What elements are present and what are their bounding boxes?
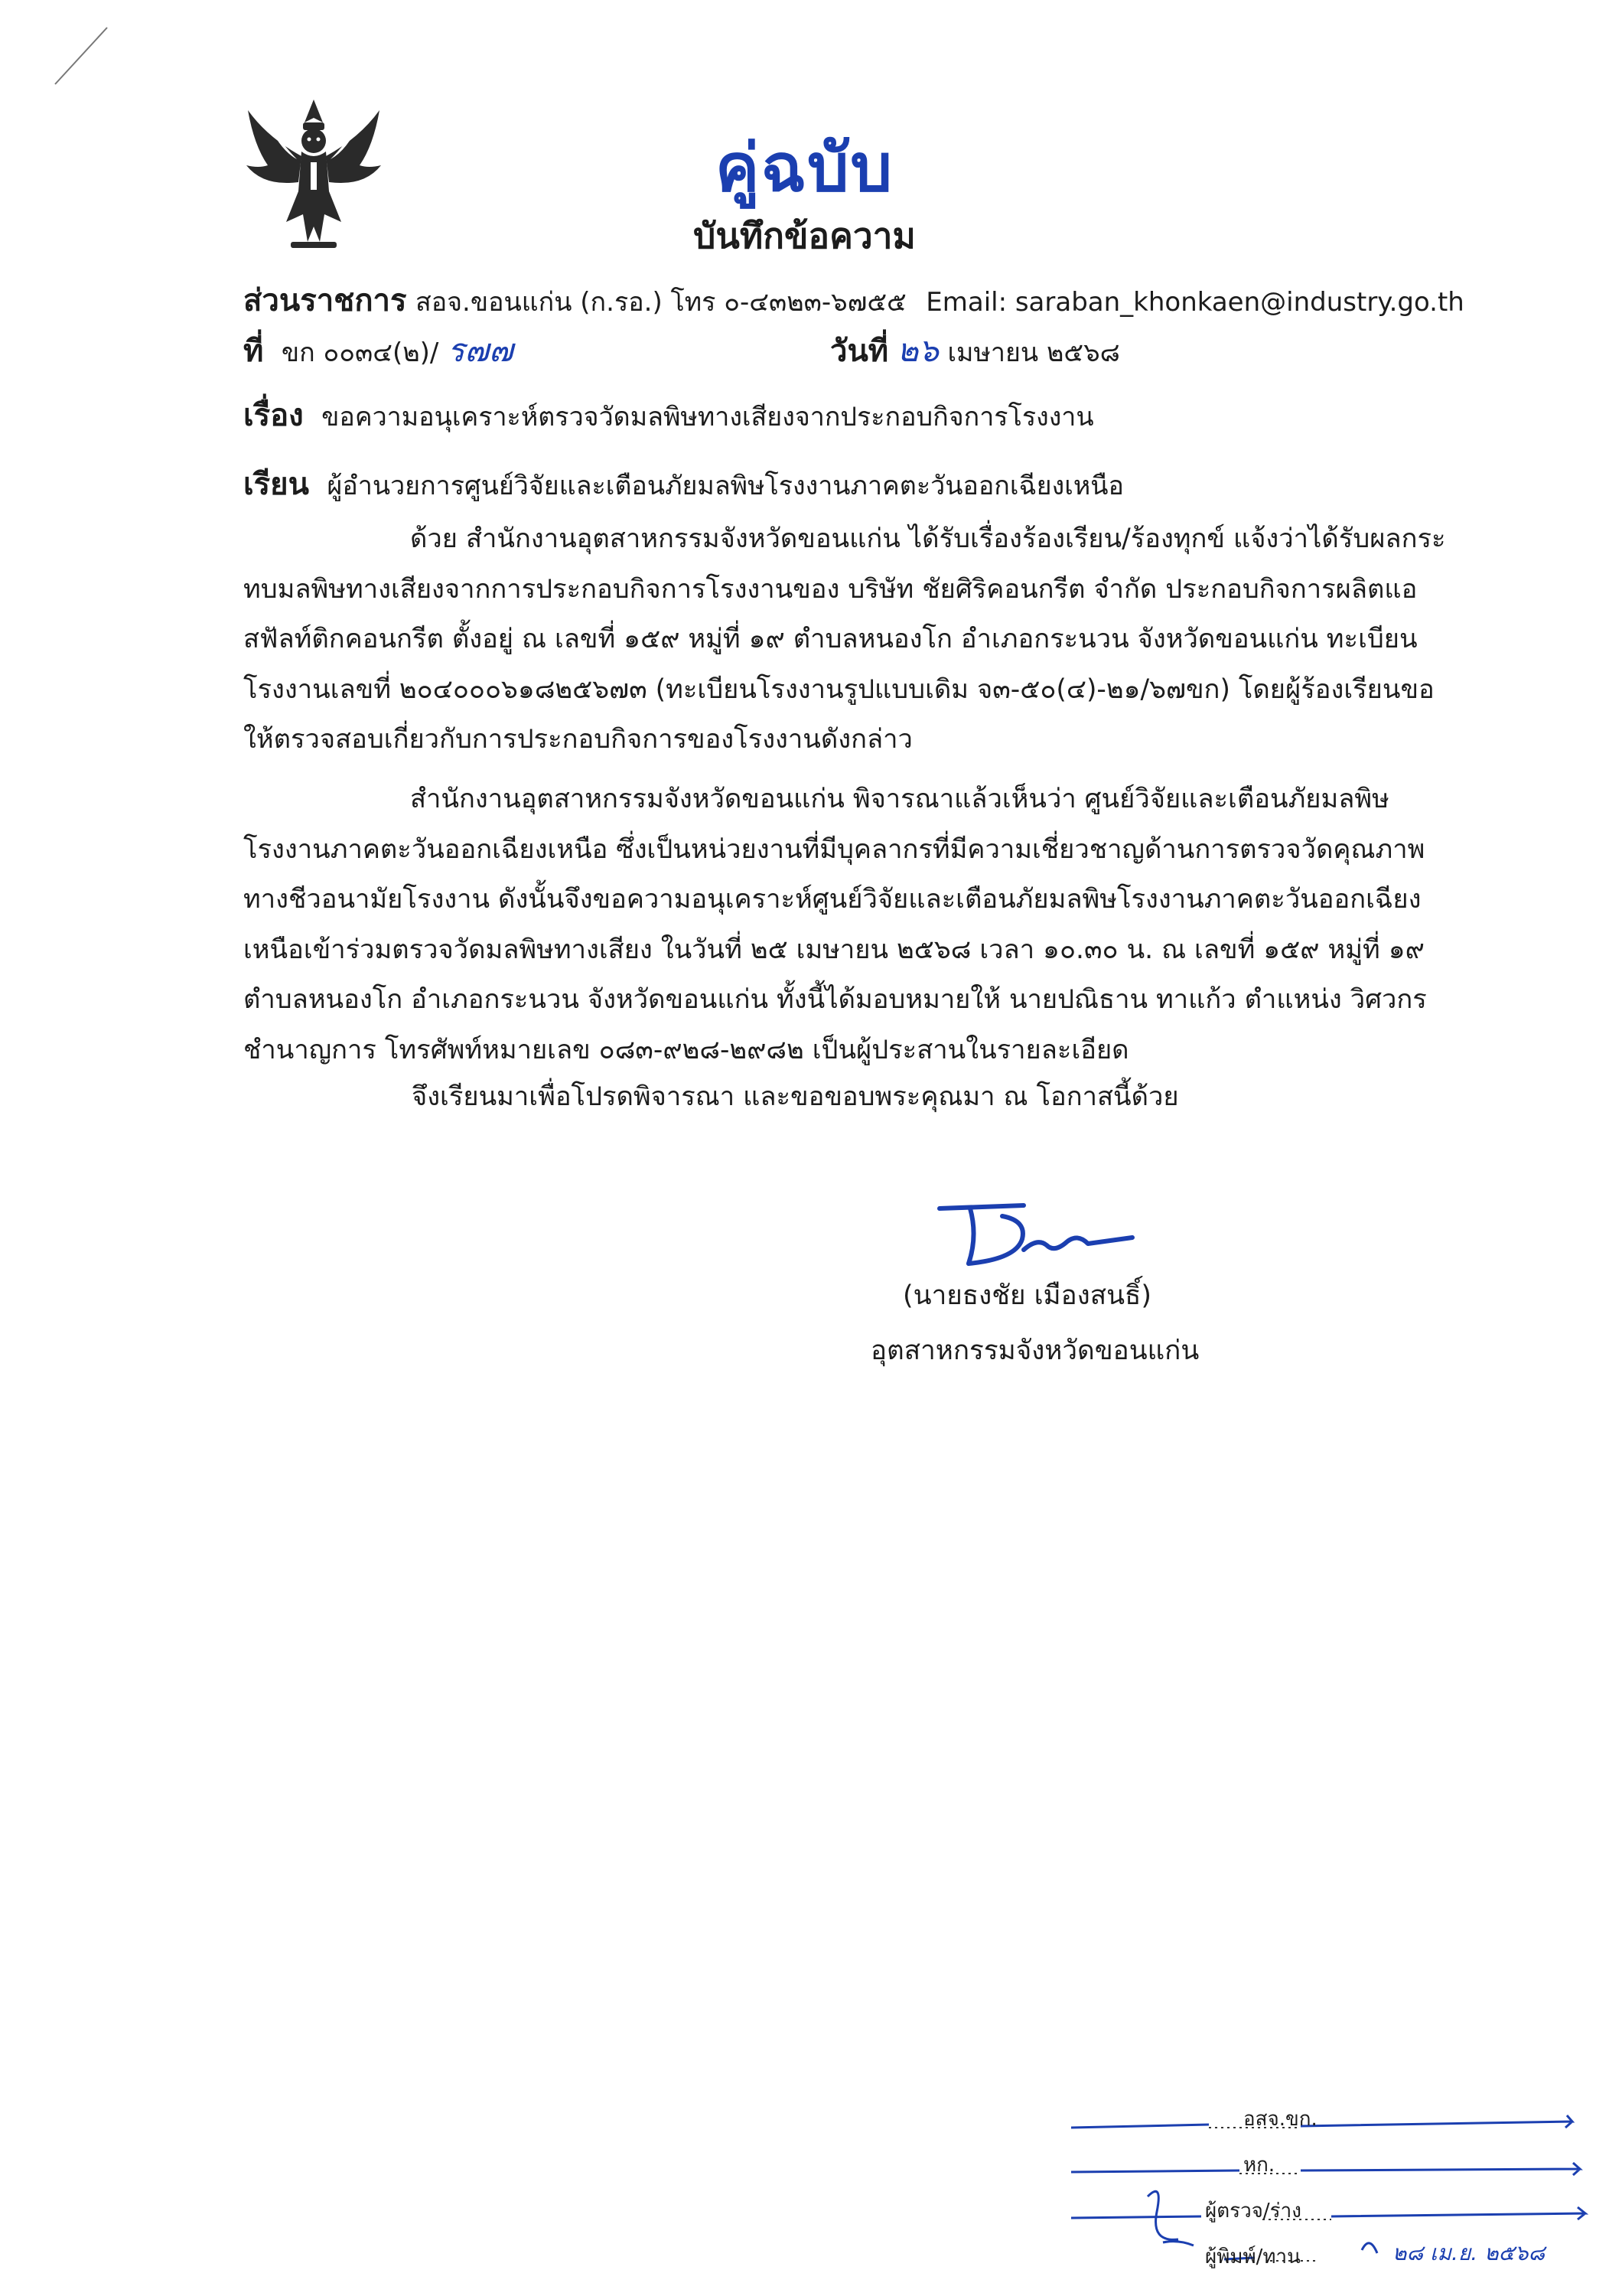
subject-line xyxy=(243,390,1094,439)
signatory-name: (นายธงชัย เมืองสนธิ์) xyxy=(903,1280,1152,1311)
routing-row-4: ผู้พิมพ์/ทาน xyxy=(1205,2245,1301,2268)
routing-row-3: ผู้ตรวจ/ร่าง xyxy=(1205,2200,1301,2223)
pen-mark xyxy=(47,23,116,92)
subject-label: เรื่อง xyxy=(243,398,304,433)
subject-value: ขอความอนุเคราะห์ตรวจวัดมลพิษทางเสียงจากประกอบกิจการโรงงาน xyxy=(321,402,1094,432)
body-paragraph-1 xyxy=(243,514,1460,765)
to-label: เรียน xyxy=(243,467,309,502)
body-paragraph-2 xyxy=(243,775,1460,1075)
ref-value: ขก ๐๐๓๔(๒)/ xyxy=(281,338,439,368)
routing-block xyxy=(1071,2089,1591,2273)
memo-title: บันทึกข้อความ xyxy=(693,215,916,256)
paragraph-1-text: ด้วย สำนักงานอุตสาหกรรมจังหวัดขอนแก่น ได้รับเรื่องร้องเรียน/ร้องทุกข์ แจ้งว่าได้รับผลกระทบมลพิษทางเสียงจากการประกอบกิจการโรงงานของ บริษัท ชัยศิริคอนกรีต จำกัด ประกอบกิจการผลิตแอสฟัลท์ติกคอนกรีต ตั้งอยู่ ณ เลขที่ ๑๕๙ หมู่ที่ ๑๙ ตำบลหนองโก อำเภอกระนวน จังหวัดขอนแก่น ทะเบียนโรงงานเลขที่ ๒๐๔๐๐๐๖๑๘๒๕๖๗๓ (ทะเบียนโรงงานรูปแบบเดิม จ๓-๕๐(๔)-๒๑/๖๗ขก) โดยผู้ร้องเรียนขอให้ตรวจสอบเกี่ยวกับการประกอบกิจการของโรงงานดังกล่าว xyxy=(243,523,1446,755)
routing-row-2: หก. xyxy=(1243,2154,1275,2177)
ref-handwritten: ร๗๗ xyxy=(447,331,513,369)
closing-line: จึงเรียนมาเพื่อโปรดพิจารณา และขอขอบพระคุณมา ณ โอกาสนี้ด้วย xyxy=(412,1081,1179,1112)
routing-row-1: อสจ.ขก. xyxy=(1243,2108,1317,2131)
ref-label: ที่ xyxy=(243,334,264,369)
date-line xyxy=(830,325,1120,376)
ref-line xyxy=(243,325,513,376)
copy-stamp-title: คู่ฉบับ xyxy=(715,130,894,207)
agency-line xyxy=(243,276,1464,325)
agency-label: ส่วนราชการ xyxy=(243,283,407,318)
signatory-position: อุตสาหกรรมจังหวัดขอนแก่น xyxy=(871,1336,1200,1366)
paragraph-2-text: สำนักงานอุตสาหกรรมจังหวัดขอนแก่น พิจารณาแล้วเห็นว่า ศูนย์วิจัยและเตือนภัยมลพิษโรงงานภาคตะวันออกเฉียงเหนือ ซึ่งเป็นหน่วยงานที่มีบุคลากรที่มีความเชี่ยวชาญด้านการตรวจวัดคุณภาพทางชีวอนามัยโรงงาน ดังนั้นจึงขอความอนุเคราะห์ศูนย์วิจัยและเตือนภัยมลพิษโรงงานภาคตะวันออกเฉียงเหนือเข้าร่วมตรวจวัดมลพิษทางเสียง ในวันที่ ๒๕ เมษายน ๒๕๖๘ เวลา ๑๐.๓๐ น. ณ เลขที่ ๑๕๙ หมู่ที่ ๑๙ ตำบลหนองโก อำเภอกระนวน จังหวัดขอนแก่น ทั้งนี้ได้มอบหมายให้ นายปณิธาน ทาแก้ว ตำแหน่ง วิศวกรชำนาญการ โทรศัพท์หมายเลข ๐๘๓-๙๒๘-๒๙๘๒ เป็นผู้ประสานในรายละเอียด xyxy=(243,784,1427,1065)
handwritten-signature xyxy=(932,1198,1138,1274)
to-value: ผู้อำนวยการศูนย์วิจัยและเตือนภัยมลพิษโรงงานภาคตะวันออกเฉียงเหนือ xyxy=(327,471,1124,501)
date-handwritten: ๒๖ xyxy=(897,331,939,369)
date-value: เมษายน ๒๕๖๘ xyxy=(947,338,1120,368)
agency-value: สอจ.ขอนแก่น (ก.รอ.) โทร ๐-๔๓๒๓-๖๗๕๕ xyxy=(415,287,907,318)
to-line xyxy=(243,459,1124,508)
email-value: Email: saraban_khonkaen@industry.go.th xyxy=(926,287,1464,318)
date-label: วันที่ xyxy=(830,334,889,369)
routing-date-stamp: ๒๘ เม.ย. ๒๕๖๘ xyxy=(1392,2240,1545,2265)
